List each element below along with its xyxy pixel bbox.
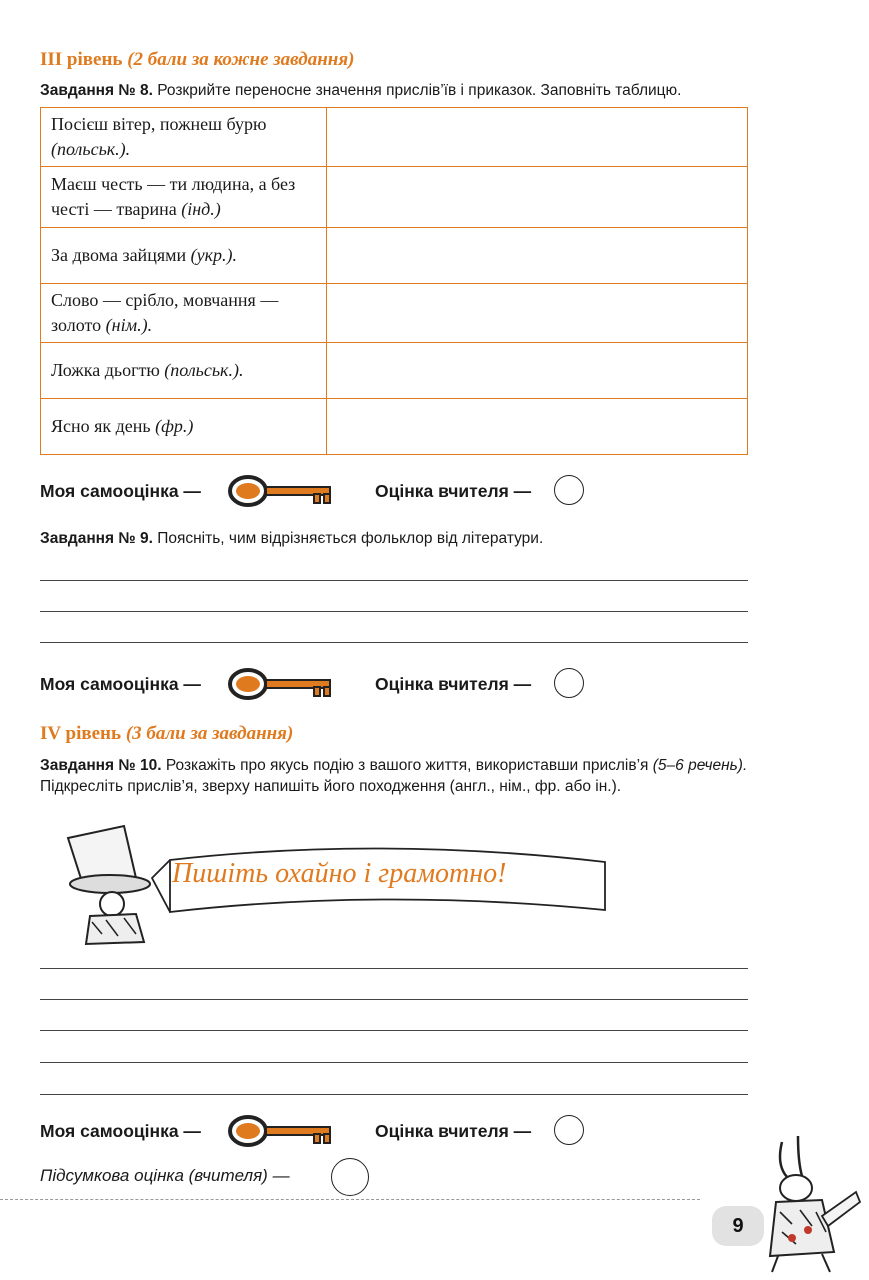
proverbs-table bbox=[40, 107, 748, 455]
table-row bbox=[41, 399, 748, 455]
page-number: 9 bbox=[712, 1206, 764, 1246]
assessment-row bbox=[40, 474, 600, 510]
level-4-title: IV рівень (3 бали за завдання) bbox=[40, 723, 294, 744]
teacher-grade-circle[interactable] bbox=[554, 668, 584, 698]
level-3-title: III рівень (2 бали за кожне завдання) bbox=[40, 49, 355, 70]
answer-cell[interactable] bbox=[327, 228, 748, 284]
teacher-grade-circle[interactable] bbox=[554, 475, 584, 505]
teacher-assessment-label: Оцінка вчителя — bbox=[375, 1121, 532, 1141]
task-9-instructions: Завдання № 9. Поясніть, чим відрізняється фольклор від літератури. bbox=[40, 530, 544, 547]
self-assessment-label: Моя самооцінка — bbox=[40, 674, 201, 694]
proverb-cell: Посієш вітер, пожнеш бурю (польськ.). bbox=[41, 108, 327, 167]
key-icon[interactable] bbox=[226, 1114, 350, 1148]
final-grade-label: Підсумкова оцінка (вчителя) — bbox=[40, 1166, 290, 1185]
assessment-row bbox=[40, 667, 600, 703]
task-8-instructions: Завдання № 8. Розкрийте переносне значення прислів’їв і приказок. Заповніть таблицю. bbox=[40, 82, 682, 99]
banner-text: Пишіть охайно і грамотно! bbox=[172, 858, 507, 889]
dashed-divider bbox=[0, 1199, 700, 1200]
assessment-row bbox=[40, 1114, 600, 1150]
teacher-assessment-label: Оцінка вчителя — bbox=[375, 674, 532, 694]
table-row bbox=[41, 343, 748, 399]
answer-cell[interactable] bbox=[327, 399, 748, 455]
table-row bbox=[41, 108, 748, 167]
teacher-grade-circle[interactable] bbox=[554, 1115, 584, 1145]
key-icon[interactable] bbox=[226, 667, 350, 701]
table-row bbox=[41, 284, 748, 343]
table-row bbox=[41, 228, 748, 284]
key-icon[interactable] bbox=[226, 474, 350, 508]
answer-cell[interactable] bbox=[327, 108, 748, 167]
proverb-cell: Маєш честь — ти людина, а без честі — тварина (інд.) bbox=[41, 167, 327, 228]
proverb-cell: Ложка дьогтю (польськ.). bbox=[41, 343, 327, 399]
proverb-cell: Ясно як день (фр.) bbox=[41, 399, 327, 455]
proverb-cell: За двома зайцями (укр.). bbox=[41, 228, 327, 284]
answer-cell[interactable] bbox=[327, 284, 748, 343]
answer-cell[interactable] bbox=[327, 167, 748, 228]
proverb-cell: Слово — срібло, мовчання — золото (нім.). bbox=[41, 284, 327, 343]
self-assessment-label: Моя самооцінка — bbox=[40, 1121, 201, 1141]
final-grade-circle[interactable] bbox=[331, 1158, 369, 1196]
task-10-instructions: Завдання № 10. Розкажіть про якусь подію з вашого життя, використавши прислів’я (5–6 речень). Підкресліть прислів’я, зверху напишіть його походження (англ., нім., фр. або ін.). bbox=[40, 757, 748, 795]
table-row bbox=[41, 167, 748, 228]
white-rabbit-illustration bbox=[752, 1132, 862, 1274]
self-assessment-label: Моя самооцінка — bbox=[40, 481, 201, 501]
answer-cell[interactable] bbox=[327, 343, 748, 399]
teacher-assessment-label: Оцінка вчителя — bbox=[375, 481, 532, 501]
